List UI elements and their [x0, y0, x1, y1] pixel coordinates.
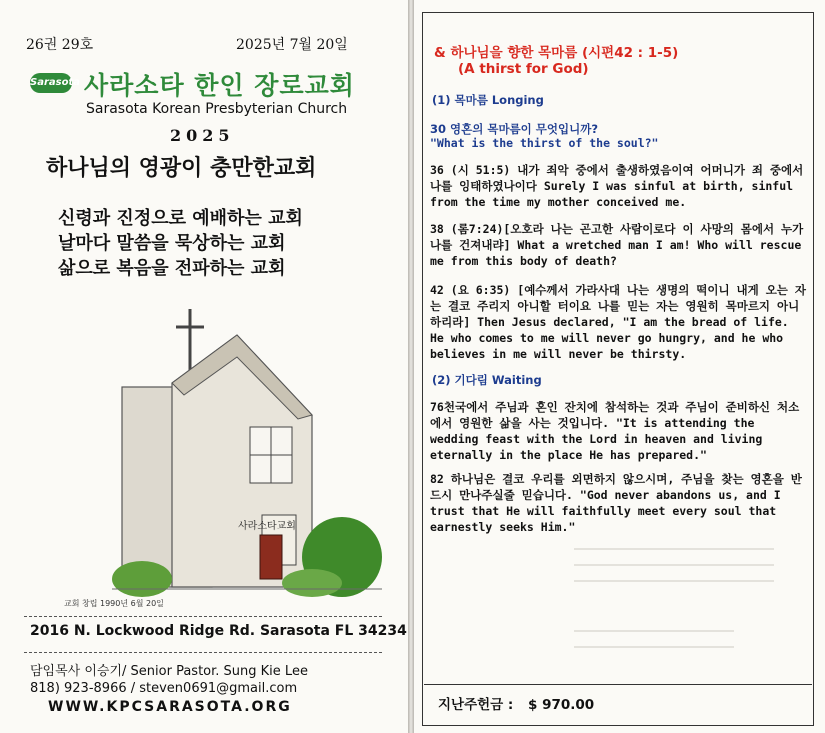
church-building-illustration [112, 295, 382, 615]
bulletin-cover-page [0, 0, 408, 733]
volume-number: 26권 29호 [26, 37, 94, 53]
year-label: 2025 [170, 126, 235, 145]
sermon-subtitle: (A thirst for God) [458, 61, 589, 77]
divider [24, 616, 382, 618]
verse-36: 36 (시 51:5) 내가 죄악 중에서 출생하였음이여 어머니가 죄 중에서 나를 잉태하였나이다 Surely I was sinful at birth, sinful from the time my mother conceived me. [430, 163, 804, 209]
church-address: 2016 N. Lockwood Ridge Rd. Sarasota FL 34234 [30, 623, 407, 639]
church-sign-text: 사라소타교회 [238, 521, 296, 532]
church-name-english: Sarasota Korean Presbyterian Church [86, 101, 348, 117]
vision-statement: 날마다 말씀을 묵상하는 교회 [58, 233, 286, 254]
offering-amount: $ 970.00 [528, 697, 595, 713]
section-heading-longing: (1) 목마름 Longing [432, 93, 544, 107]
offering-total [438, 693, 594, 713]
divider [24, 652, 382, 654]
church-website: WWW.KPCSARASOTA.ORG [48, 699, 292, 715]
church-door [260, 535, 282, 579]
church-logo-badge: Sarasota [30, 73, 72, 93]
shrub-left [112, 561, 172, 597]
verse-42: 42 (요 6:35) [예수께서 가라사대 나는 생명의 떡이니 내게 오는 자는 결코 주리지 아니할 터이요 나를 믿는 자는 영원히 목마르지 아니하리라] Then Jesus declared, "I am the bread of life. He who comes to me will never go hungry, and he who believes in me will never be thirsty. [430, 283, 806, 361]
shrub-right [282, 569, 342, 597]
church-name-korean: 사라소타 한인 장로교회 [84, 71, 355, 100]
question-30: 30 영혼의 목마름이 무엇입니까? [430, 122, 598, 136]
question-30-english: "What is the thirst of the soul?" [430, 136, 659, 150]
paragraph-82: 82 하나님은 결코 우리를 외면하지 않으시며, 주님을 찾는 영혼을 반드시 만나주실줄 믿습니다. "God never abandons us, and I trust that He will faithfully meet every soul that earnestly seeks Him." [430, 472, 802, 534]
offering-label: 지난주헌금 : [438, 697, 514, 713]
faint-bleed-through [424, 540, 810, 680]
divider [424, 684, 812, 686]
verse-38: 38 (롬7:24)[오호라 나는 곤고한 사람이로다 이 사망의 몸에서 누가 나를 건져내랴] What a wretched man I am! Who will rescue me from this body of death? [430, 222, 804, 268]
paragraph-76: 76천국에서 주님과 혼인 잔치에 참석하는 것과 주님이 준비하신 처소에서 영원한 삶을 사는 것입니다. "It is attending the wedding feast with the Lord in heaven and living eternally in the place He has prepared." [430, 400, 800, 462]
founding-note: 교회 창립 1990년 6월 20일 [64, 599, 164, 608]
sermon-notes-page [414, 0, 825, 733]
sermon-title: & 하나님을 향한 목마름 (시편42 : 1-5) [434, 45, 679, 61]
bulletin-date: 2025년 7월 20일 [236, 37, 348, 53]
contact-info: 818) 923-8966 / steven0691@gmail.com [30, 681, 298, 696]
pastor-name: 담임목사 이승기/ Senior Pastor. Sung Kie Lee [30, 664, 308, 679]
vision-statement: 신령과 진정으로 예배하는 교회 [58, 208, 303, 229]
vision-statement: 삶으로 복음을 전파하는 교회 [58, 258, 286, 279]
church-motto: 하나님의 영광이 충만한교회 [46, 156, 317, 181]
section-heading-waiting: (2) 기다림 Waiting [432, 373, 542, 387]
